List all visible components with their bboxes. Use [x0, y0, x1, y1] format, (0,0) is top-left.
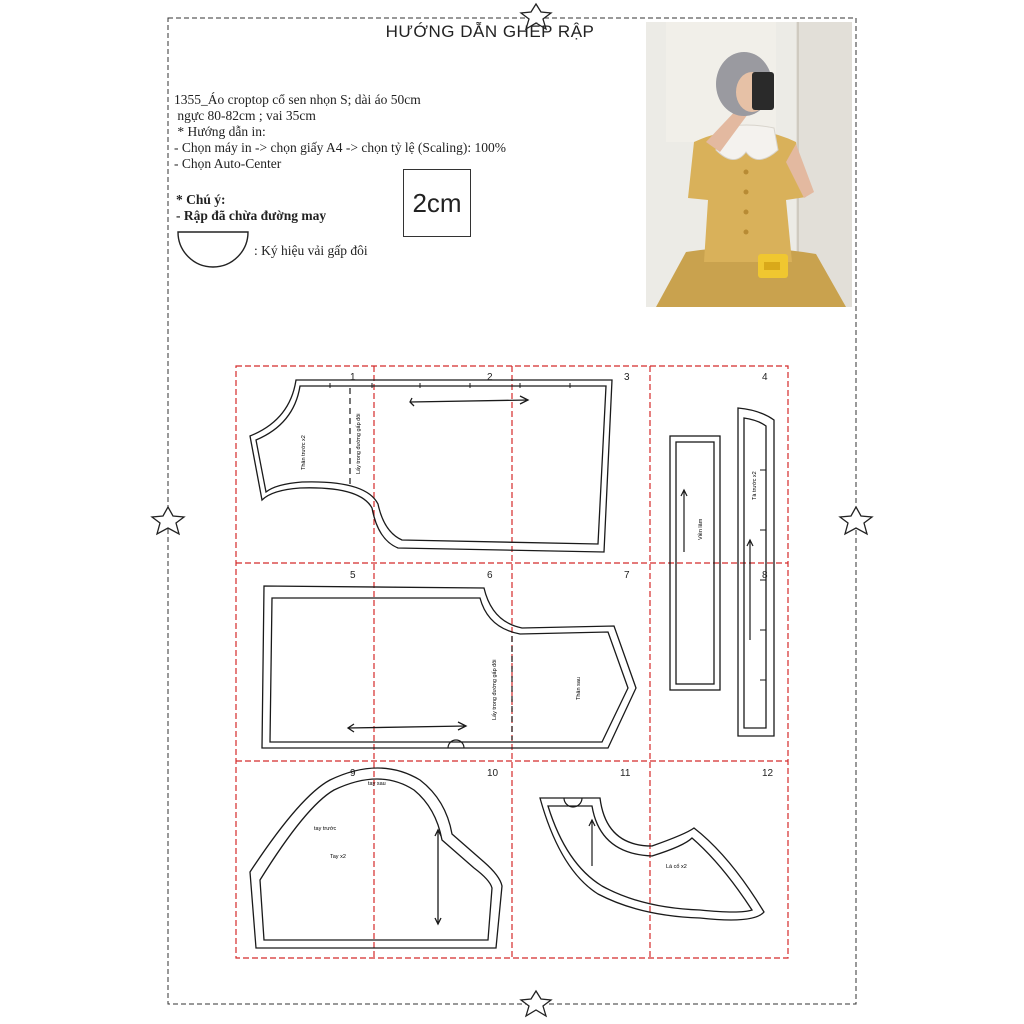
placket-label: Viền lăm	[698, 518, 704, 540]
product-photo	[646, 22, 852, 307]
page-number: 7	[624, 570, 630, 581]
info-line-measurements: ngực 80-82cm ; vai 35cm	[174, 108, 316, 123]
scale-square: 2cm	[403, 169, 471, 237]
back-fold-label: Lấy trong đường gấp đôi	[492, 659, 498, 720]
back-notch	[448, 740, 464, 748]
note-text: - Rập đã chừa đường may	[176, 208, 327, 223]
info-line-print-step1: - Chọn máy in -> chọn giấy A4 -> chọn tỷ lệ (Scaling): 100%	[174, 140, 507, 155]
front-fold-label: Lấy trong đường gấp đôi	[356, 413, 362, 474]
sleeve-count-label: Tay x2	[330, 854, 346, 860]
page-number: 5	[350, 570, 356, 581]
front-facing-label: Tà trước x2	[752, 471, 758, 500]
collar-grain-arrow	[589, 820, 595, 866]
page-number: 12	[762, 768, 774, 779]
page-number: 1	[350, 372, 356, 383]
note-title: * Chú ý:	[176, 192, 226, 207]
facing-grain-arrow	[747, 540, 753, 640]
instructions	[174, 92, 506, 172]
star-icon-right	[840, 507, 872, 534]
page-number: 9	[350, 768, 356, 779]
sleeve-top-label: tay sau	[368, 781, 386, 787]
back-grain-arrow	[348, 722, 466, 732]
back-body-label: Thân sau	[576, 677, 582, 700]
page-number: 11	[620, 768, 631, 779]
star-icon-bottom	[521, 991, 551, 1016]
collar-piece	[540, 798, 764, 920]
sleeve-front-label: tay trước	[314, 826, 337, 832]
page-number: 4	[762, 372, 768, 383]
info-line-product: 1355_Áo croptop cổ sen nhọn S; dài áo 50cm	[174, 92, 421, 107]
sleeve-piece	[250, 768, 502, 948]
page-title: HƯỚNG DẪN GHÉP RẬP	[385, 22, 595, 41]
page-number: 3	[624, 372, 630, 383]
page-number: 8	[762, 570, 768, 581]
note-block	[176, 192, 326, 224]
front-grain-arrow	[410, 396, 528, 406]
fold-symbol-icon	[178, 232, 248, 267]
front-body-label: Thân trước x2	[301, 435, 307, 470]
info-line-print-heading: * Hướng dẫn in:	[174, 124, 266, 139]
placket-grain-arrow	[681, 490, 687, 552]
page-number: 10	[487, 768, 499, 779]
collar-label: Lá cổ x2	[666, 864, 687, 870]
info-line-print-step2: - Chọn Auto-Center	[174, 156, 282, 171]
page-number: 2	[487, 372, 493, 383]
page-number: 6	[487, 570, 493, 581]
sleeve-grain-arrow	[435, 830, 441, 924]
front-facing-piece	[738, 408, 774, 736]
back-body-piece	[262, 586, 636, 748]
fold-symbol-label: : Ký hiệu vải gấp đôi	[254, 243, 368, 258]
